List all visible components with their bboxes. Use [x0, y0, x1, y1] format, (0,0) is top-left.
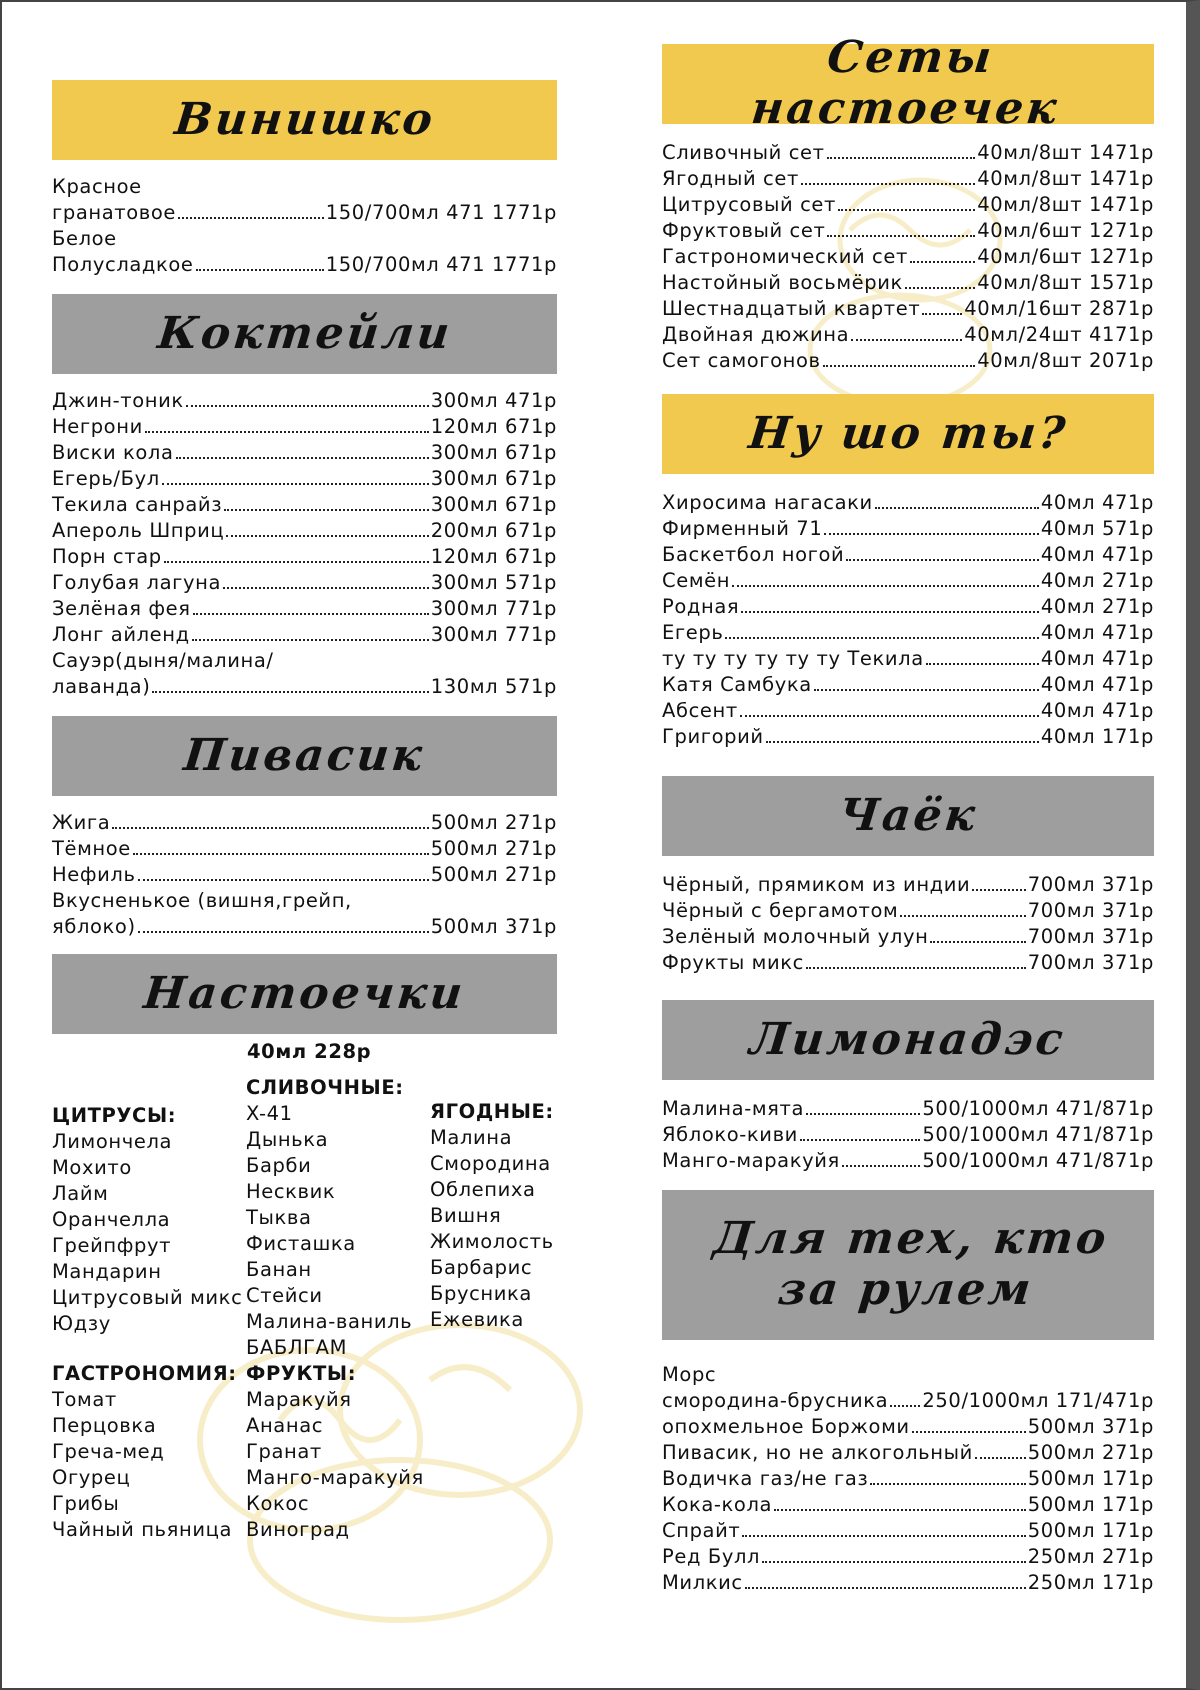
- menu-item: [662, 950, 1154, 976]
- dot-leader: [162, 483, 429, 485]
- menu-item: [662, 140, 1154, 166]
- menu-item: [52, 440, 557, 466]
- dot-leader: [725, 637, 1038, 639]
- dot-leader: [910, 261, 975, 263]
- menu-item-price: 300мл 471р: [430, 389, 557, 412]
- dot-leader: [806, 967, 1026, 969]
- menu-item: [662, 166, 1154, 192]
- group-item: Несквик: [246, 1180, 336, 1203]
- menu-item-price: 500мл 271р: [430, 811, 557, 834]
- menu-item: [662, 698, 1154, 724]
- section-title: Сеты настоечек: [748, 32, 1062, 134]
- section-title-line: за рулем: [775, 1264, 1036, 1315]
- menu-item-price: 40мл 271р: [1040, 569, 1154, 592]
- menu-item-price: 700мл 371р: [1027, 925, 1154, 948]
- dot-leader: [133, 853, 429, 855]
- group-item: Мандарин: [52, 1260, 162, 1283]
- menu-item-price: 250мл 171р: [1027, 1571, 1154, 1594]
- menu-item: [662, 594, 1154, 620]
- menu-item: [662, 568, 1154, 594]
- menu-item-name: Настойный восьмёрик: [662, 271, 903, 294]
- menu-item: [662, 924, 1154, 950]
- menu-item-price: 40мл 471р: [1040, 491, 1154, 514]
- dot-leader: [975, 1457, 1026, 1459]
- section-banner: [52, 294, 557, 374]
- dot-leader: [890, 1405, 920, 1407]
- dot-leader: [806, 1113, 920, 1115]
- group-item: Лимончела: [52, 1130, 173, 1153]
- group-item: Цитрусовый микс: [52, 1286, 243, 1309]
- menu-item-price: 700мл 371р: [1027, 873, 1154, 896]
- left-column: [52, 80, 557, 1567]
- group-item: Кокос: [246, 1492, 310, 1515]
- menu-item-name: Полусладкое: [52, 253, 194, 276]
- dot-leader: [905, 287, 975, 289]
- dot-leader: [186, 405, 429, 407]
- menu-item: [662, 646, 1154, 672]
- menu-item-price: 300мл 571р: [430, 571, 557, 594]
- dot-leader: [152, 691, 428, 693]
- menu-item-name: Цитрусовый сет: [662, 193, 836, 216]
- nastoyki-groups: [52, 1067, 557, 1567]
- menu-item-price: 500мл 271р: [1027, 1441, 1154, 1464]
- group-item: Банан: [246, 1258, 312, 1281]
- menu-item: [662, 1414, 1154, 1440]
- group-item: Лайм: [52, 1182, 109, 1205]
- dot-leader: [972, 889, 1025, 891]
- section-banner: [52, 954, 557, 1034]
- menu-item-price: 300мл 771р: [430, 623, 557, 646]
- menu-item: [662, 1544, 1154, 1570]
- menu-list: [662, 1080, 1154, 1174]
- group-item: X-41: [246, 1102, 293, 1125]
- group-header: ЯГОДНЫЕ:: [430, 1100, 554, 1123]
- menu-item-name: Сет самогонов: [662, 349, 821, 372]
- menu-item-label: Белое: [52, 227, 117, 250]
- menu-item-price: 120мл 671р: [430, 545, 557, 568]
- dot-leader: [870, 1483, 1025, 1485]
- section-beer: [52, 716, 557, 940]
- menu-item-name: Баскетбол ногой: [662, 543, 845, 566]
- menu-item: [52, 596, 557, 622]
- dot-leader: [926, 663, 1039, 665]
- menu-item-price: 40мл 171р: [1040, 725, 1154, 748]
- section-vino: [52, 80, 557, 278]
- menu-list: [662, 856, 1154, 976]
- menu-item-name: Родная: [662, 595, 740, 618]
- menu-item-price: 40мл 571р: [1040, 517, 1154, 540]
- menu-item-price: 500/1000мл 471/871р: [922, 1123, 1154, 1146]
- menu-item-price: 500мл 171р: [1027, 1493, 1154, 1516]
- menu-item: [52, 570, 557, 596]
- menu-item-price: 40мл 471р: [1040, 647, 1154, 670]
- menu-item-name: лаванда): [52, 675, 151, 698]
- group-item: Малина-ваниль: [246, 1310, 413, 1333]
- dot-leader: [851, 339, 962, 341]
- group-item: Юдзу: [52, 1312, 111, 1335]
- menu-item-name: Зелёная фея: [52, 597, 191, 620]
- section-tea: [662, 776, 1154, 976]
- menu-item-name: Апероль Шприц: [52, 519, 225, 542]
- dot-leader: [178, 217, 324, 219]
- section-title: Настоечки: [141, 967, 468, 1019]
- menu-item-name: смородина-брусника: [662, 1389, 889, 1412]
- menu-list: [662, 1340, 1154, 1596]
- nastoyki-price: 40мл 228р: [247, 1040, 372, 1063]
- menu-item-price: 500мл 171р: [1027, 1467, 1154, 1490]
- menu-item-name: Чёрный с бергамотом: [662, 899, 899, 922]
- menu-item-price: 40мл 471р: [1040, 699, 1154, 722]
- dot-leader: [740, 715, 1039, 717]
- menu-item-name: Ягодный сет: [662, 167, 799, 190]
- dot-leader: [900, 915, 1025, 917]
- menu-item-name: Катя Самбука: [662, 673, 812, 696]
- menu-item-name: Водичка газ/не газ: [662, 1467, 869, 1490]
- section-nastoyki: [52, 954, 557, 1567]
- menu-item-price: 120мл 671р: [430, 415, 557, 438]
- section-title: Винишко: [171, 93, 438, 145]
- group-item: Малина: [430, 1126, 513, 1149]
- group-creamy: [246, 1075, 412, 1361]
- menu-list: [662, 124, 1154, 374]
- menu-list: [52, 796, 557, 940]
- menu-item-name: ту ту ту ту ту ту Текила: [662, 647, 924, 670]
- menu-item-price: 40мл/8шт 1571р: [977, 271, 1154, 294]
- group-item: Барбарис: [430, 1256, 533, 1279]
- section-title: Лимонадэс: [747, 1013, 1069, 1065]
- menu-item: [52, 810, 557, 836]
- menu-item: [662, 898, 1154, 924]
- menu-item-price: 40мл/8шт 1471р: [977, 167, 1154, 190]
- dot-leader: [192, 639, 429, 641]
- group-header: СЛИВОЧНЫЕ:: [246, 1076, 404, 1099]
- menu-item-name: Зелёный молочный улун: [662, 925, 929, 948]
- section-banner: [662, 1000, 1154, 1080]
- section-title: Коктейли: [154, 307, 455, 359]
- menu-item-name: яблоко): [52, 915, 136, 938]
- menu-item-price: 150/700мл 471 1771р: [325, 201, 557, 224]
- dot-leader: [138, 931, 429, 933]
- menu-item-price: 40мл/8шт 1471р: [977, 141, 1154, 164]
- menu-item-price: 300мл 671р: [430, 441, 557, 464]
- group-item: Ежевика: [430, 1308, 524, 1331]
- group-item: Перцовка: [52, 1414, 157, 1437]
- group-citrus: [52, 1103, 242, 1337]
- dot-leader: [741, 611, 1039, 613]
- dot-leader: [823, 365, 976, 367]
- menu-item-name: Яблоко-киви: [662, 1123, 798, 1146]
- menu-item: [662, 296, 1154, 322]
- menu-item-name: Негрони: [52, 415, 143, 438]
- dot-leader: [745, 1587, 1026, 1589]
- menu-item: [662, 672, 1154, 698]
- group-item: Оранчелла: [52, 1208, 171, 1231]
- group-berry: [430, 1099, 554, 1333]
- dot-leader: [196, 269, 324, 271]
- menu-item-name: Егерь/Бул: [52, 467, 160, 490]
- menu-item: [662, 620, 1154, 646]
- menu-item-price: 500мл 371р: [430, 915, 557, 938]
- dot-leader: [930, 941, 1025, 943]
- group-item: Стейси: [246, 1284, 323, 1307]
- menu-item-price: 300мл 671р: [430, 493, 557, 516]
- menu-item-price: 150/700мл 471 1771р: [325, 253, 557, 276]
- menu-item-name: Джин-тоник: [52, 389, 184, 412]
- dot-leader: [824, 533, 1038, 535]
- menu-item-name: Виски кола: [52, 441, 174, 464]
- menu-item: [662, 270, 1154, 296]
- dot-leader: [838, 209, 975, 211]
- menu-item-price: 40мл 471р: [1040, 621, 1154, 644]
- group-item: Манго-маракуйя: [246, 1466, 424, 1489]
- menu-item-name: Фирменный 71: [662, 517, 823, 540]
- menu-item-price: 40мл/8шт 1471р: [977, 193, 1154, 216]
- menu-item-price: 40мл/24шт 4171р: [964, 323, 1154, 346]
- menu-item: [52, 836, 557, 862]
- section-banner: [662, 394, 1154, 474]
- section-sets: [662, 32, 1154, 374]
- section-banner: [52, 80, 557, 160]
- section-banner: [662, 32, 1154, 134]
- group-item: Ананас: [246, 1414, 324, 1437]
- menu-item-name: Сливочный сет: [662, 141, 825, 164]
- menu-item: [662, 1440, 1154, 1466]
- menu-item: [662, 322, 1154, 348]
- menu-item: [662, 218, 1154, 244]
- menu-item-label: Морс: [662, 1363, 717, 1386]
- menu-item-name: Ред Булл: [662, 1545, 761, 1568]
- menu-item-name: Хиросима нагасаки: [662, 491, 873, 514]
- dot-leader: [164, 561, 429, 563]
- group-gastronomy: [52, 1361, 237, 1543]
- dot-leader: [827, 235, 975, 237]
- menu-item-name: Текила санрайз: [52, 493, 223, 516]
- menu-item: [52, 466, 557, 492]
- menu-item-name: Тёмное: [52, 837, 131, 860]
- section-banner: [52, 716, 557, 796]
- menu-item-price: 500мл 271р: [430, 863, 557, 886]
- dot-leader: [912, 1431, 1026, 1433]
- menu-item-name: гранатовое: [52, 201, 176, 224]
- menu-item-label: Красное: [52, 175, 142, 198]
- menu-item: [52, 518, 557, 544]
- dot-leader: [922, 313, 962, 315]
- menu-item: [662, 542, 1154, 568]
- menu-item: [662, 1518, 1154, 1544]
- dot-leader: [224, 509, 429, 511]
- menu-item-price: 300мл 671р: [430, 467, 557, 490]
- menu-item-price: 200мл 671р: [430, 519, 557, 542]
- menu-item: [662, 1122, 1154, 1148]
- menu-item-name: Лонг айленд: [52, 623, 190, 646]
- menu-item-name: Чёрный, прямиком из индии: [662, 873, 971, 896]
- section-title: Ну шо ты?: [746, 407, 1071, 459]
- dot-leader: [226, 535, 429, 537]
- menu-item: [52, 862, 557, 888]
- menu-item-price: 40мл 271р: [1040, 595, 1154, 618]
- menu-item-price: 500/1000мл 471/871р: [922, 1097, 1154, 1120]
- group-item: Жимолость: [430, 1230, 554, 1253]
- group-item: Смородина: [430, 1152, 551, 1175]
- group-item: Барби: [246, 1154, 312, 1177]
- group-header: ФРУКТЫ:: [246, 1362, 357, 1385]
- menu-item-price: 500мл 371р: [1027, 1415, 1154, 1438]
- dot-leader: [112, 827, 429, 829]
- menu-item-price: 40мл 471р: [1040, 673, 1154, 696]
- group-item: Томат: [52, 1388, 117, 1411]
- menu-item-price: 250мл 271р: [1027, 1545, 1154, 1568]
- dot-leader: [762, 1561, 1026, 1563]
- group-item: Греча-мед: [52, 1440, 165, 1463]
- menu-item-price: 250/1000мл 171/471р: [922, 1389, 1154, 1412]
- dot-leader: [223, 587, 429, 589]
- section-title: [705, 1214, 1110, 1315]
- group-item: Грибы: [52, 1492, 120, 1515]
- menu-item-name: Нефиль: [52, 863, 136, 886]
- menu-item: [52, 544, 557, 570]
- menu-item-price: 300мл 771р: [430, 597, 557, 620]
- menu-item: [52, 492, 557, 518]
- menu-item-name: Гастрономический сет: [662, 245, 908, 268]
- dot-leader: [800, 1139, 920, 1141]
- menu-item-name: Манго-маракуйя: [662, 1149, 840, 1172]
- menu-item-name: Семён: [662, 569, 731, 592]
- menu-item: [662, 490, 1154, 516]
- dot-leader: [846, 559, 1038, 561]
- menu-item: [662, 1096, 1154, 1122]
- dot-leader: [875, 507, 1039, 509]
- menu-item-price: 130мл 571р: [430, 675, 557, 698]
- menu-item: [52, 252, 557, 278]
- menu-item: [662, 244, 1154, 270]
- section-lemonades: [662, 1000, 1154, 1174]
- menu-item-name: Шестнадцатый квартет: [662, 297, 921, 320]
- dot-leader: [774, 1509, 1026, 1511]
- dot-leader: [145, 431, 429, 433]
- group-item: Маракуйя: [246, 1388, 352, 1411]
- menu-item: [662, 192, 1154, 218]
- menu-item-name: Двойная дюжина: [662, 323, 850, 346]
- dot-leader: [742, 1535, 1025, 1537]
- section-title: Пивасик: [181, 729, 428, 781]
- dot-leader: [814, 689, 1039, 691]
- menu-item-name: Жига: [52, 811, 111, 834]
- menu-item-price: 40мл 471р: [1040, 543, 1154, 566]
- group-item: Мохито: [52, 1156, 132, 1179]
- menu-item-name: опохмельное Боржоми: [662, 1415, 910, 1438]
- menu-item-name: Пивасик, но не алкогольный: [662, 1441, 973, 1464]
- group-item: Чайный пьяница: [52, 1518, 233, 1541]
- menu-item-price: 40мл/8шт 2071р: [977, 349, 1154, 372]
- menu-item: [662, 348, 1154, 374]
- section-banner: [662, 776, 1154, 856]
- menu-item-label: Сауэр(дыня/малина/: [52, 649, 274, 672]
- menu-item: [52, 674, 557, 700]
- menu-item-name: Спрайт: [662, 1519, 741, 1542]
- menu-item-label: Вкусненькое (вишня,грейп,: [52, 889, 352, 912]
- menu-item: [52, 414, 557, 440]
- group-item: БАБЛГАМ: [246, 1336, 348, 1359]
- menu-item-name: Фрукты микс: [662, 951, 804, 974]
- menu-item: [52, 622, 557, 648]
- menu-item-price: 700мл 371р: [1027, 899, 1154, 922]
- right-column: [662, 32, 1154, 1596]
- menu-item: [662, 724, 1154, 750]
- group-fruit: [246, 1361, 424, 1543]
- section-drivers: [662, 1190, 1154, 1596]
- menu-item: [662, 1492, 1154, 1518]
- menu-item-name: Абсент: [662, 699, 738, 722]
- group-item: Брусника: [430, 1282, 532, 1305]
- menu-item-price: 40мл/6шт 1271р: [977, 219, 1154, 242]
- menu-item: [662, 1570, 1154, 1596]
- group-header: ЦИТРУСЫ:: [52, 1104, 177, 1127]
- dot-leader: [138, 879, 429, 881]
- group-item: Огурец: [52, 1466, 131, 1489]
- dot-leader: [766, 741, 1039, 743]
- group-item: Облепиха: [430, 1178, 536, 1201]
- group-item: Вишня: [430, 1204, 502, 1227]
- section-shots: [662, 394, 1154, 750]
- dot-leader: [827, 157, 976, 159]
- menu-item-price: 500мл 171р: [1027, 1519, 1154, 1542]
- menu-list: [52, 374, 557, 700]
- menu-item-price: 500/1000мл 471/871р: [922, 1149, 1154, 1172]
- menu-item-price: 700мл 371р: [1027, 951, 1154, 974]
- menu-item-name: Порн стар: [52, 545, 162, 568]
- menu-item: [52, 914, 557, 940]
- dot-leader: [842, 1165, 921, 1167]
- group-item: Грейпфрут: [52, 1234, 172, 1257]
- group-item: Гранат: [246, 1440, 322, 1463]
- menu-item: [662, 872, 1154, 898]
- menu-list: [52, 160, 557, 278]
- menu-item-price: 500мл 271р: [430, 837, 557, 860]
- menu-item: [662, 1388, 1154, 1414]
- menu-item: [662, 1148, 1154, 1174]
- menu-item-name: Милкис: [662, 1571, 743, 1594]
- section-cocktails: [52, 294, 557, 700]
- dot-leader: [176, 457, 429, 459]
- menu-item-price: 40мл/16шт 2871р: [964, 297, 1154, 320]
- menu-item-name: Егерь: [662, 621, 724, 644]
- menu-list: [662, 474, 1154, 750]
- section-banner: [662, 1190, 1154, 1340]
- section-title-line: Для тех, кто: [710, 1213, 1111, 1265]
- menu-item-price: 40мл/6шт 1271р: [977, 245, 1154, 268]
- section-title: Чаёк: [836, 789, 980, 841]
- dot-leader: [801, 183, 975, 185]
- menu-item-name: Григорий: [662, 725, 764, 748]
- menu-item-name: Малина-мята: [662, 1097, 804, 1120]
- group-item: Дынька: [246, 1128, 329, 1151]
- group-item: Виноград: [246, 1518, 350, 1541]
- menu-item: [662, 1466, 1154, 1492]
- menu-item-name: Фруктовый сет: [662, 219, 826, 242]
- menu-item: [52, 200, 557, 226]
- menu-item: [662, 516, 1154, 542]
- group-item: Фисташка: [246, 1232, 356, 1255]
- dot-leader: [193, 613, 429, 615]
- group-item: Тыква: [246, 1206, 312, 1229]
- menu-item-name: Кока-кола: [662, 1493, 773, 1516]
- dot-leader: [732, 585, 1039, 587]
- group-header: ГАСТРОНОМИЯ:: [52, 1362, 237, 1385]
- menu-item-name: Голубая лагуна: [52, 571, 222, 594]
- menu-item: [52, 388, 557, 414]
